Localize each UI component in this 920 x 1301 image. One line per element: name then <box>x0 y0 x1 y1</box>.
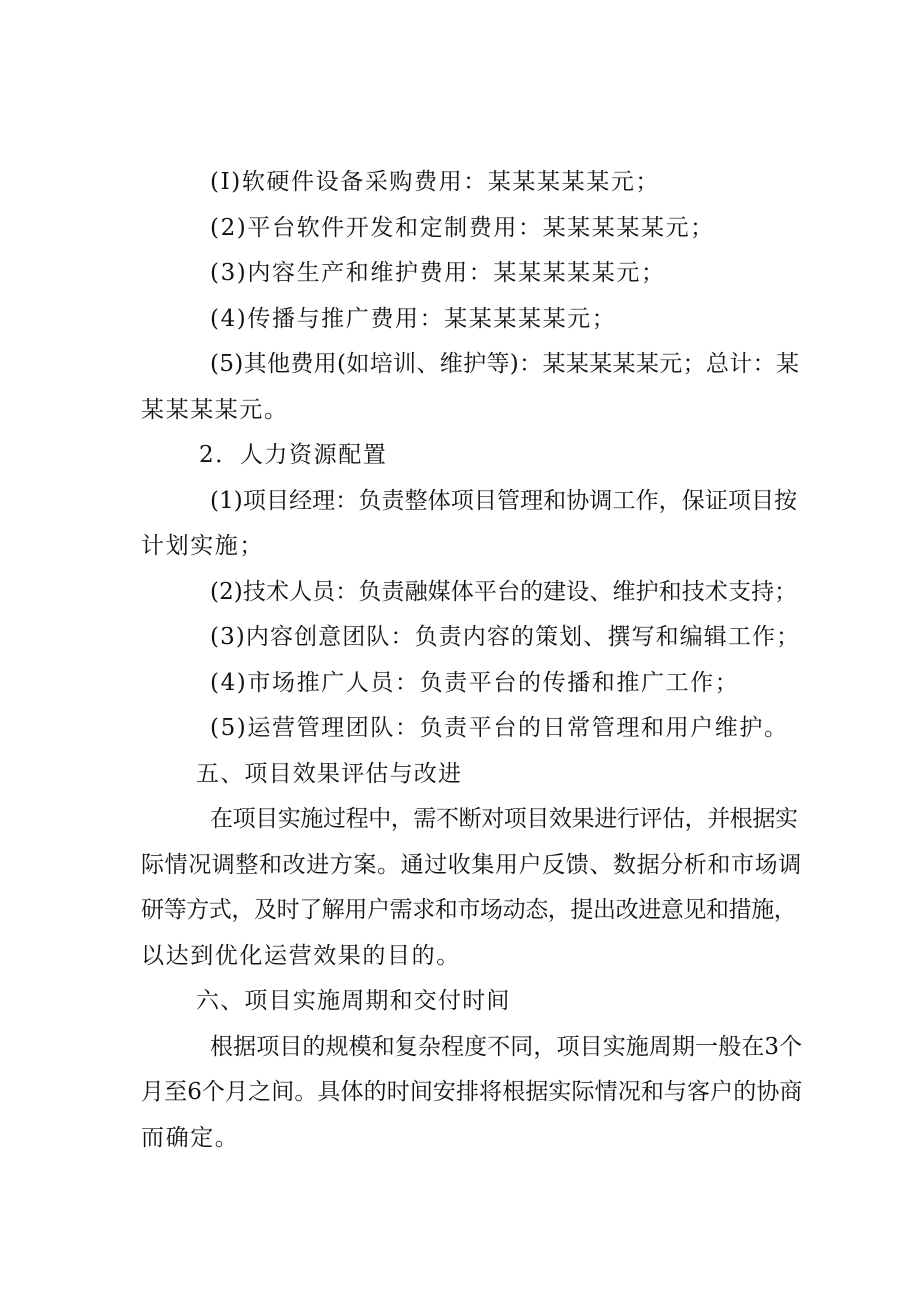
section-6-line-2: 月至6个月之间。具体的时间安排将根据实际情况和与客户的协商 <box>141 1079 803 1105</box>
hr-item-3: (3)内容创意团队：负责内容的策划、撰写和编辑工作； <box>210 624 801 650</box>
hr-item-1-line-2: 计划实施； <box>141 533 264 559</box>
budget-item-5-line-2: 某某某某元。 <box>141 396 289 423</box>
section-5-line-3: 研等方式，及时了解用户需求和市场动态，提出改进意见和措施， <box>141 897 797 923</box>
section-6-line-1: 根据项目的规模和复杂程度不同，项目实施周期一般在3个 <box>210 1033 803 1060</box>
budget-item-4: (4)传播与推广费用：某某某某某元； <box>210 305 617 332</box>
section-5-line-1: 在项目实施过程中，需不断对项目效果进行评估，并根据实 <box>210 806 798 832</box>
section-6-line-3: 而确定。 <box>141 1124 240 1151</box>
section-5-line-4: 以达到优化运营效果的目的。 <box>141 942 461 969</box>
budget-item-3: (3)内容生产和维护费用：某某某某某元； <box>210 260 666 286</box>
section-5-heading: 五、项目效果评估与改进 <box>196 760 463 787</box>
section-6-heading: 六、项目实施周期和交付时间 <box>196 988 511 1014</box>
section-5-line-2: 际情况调整和改进方案。通过收集用户反馈、数据分析和市场调 <box>141 851 802 878</box>
budget-item-1: (I)软硬件设备采购费用：某某某某某元； <box>210 169 661 195</box>
budget-item-5-line-1: (5)其他费用(如培训、维护等)：某某某某某元；总计：某 <box>210 351 800 377</box>
hr-item-2: (2)技术人员：负责融媒体平台的建设、维护和技术支持； <box>210 578 798 605</box>
document-page <box>141 160 803 1161</box>
hr-item-1-line-1: (1)项目经理：负责整体项目管理和协调工作，保证项目按 <box>210 487 798 514</box>
hr-item-5: (5)运营管理团队：负责平台的日常管理和用户维护。 <box>210 715 789 741</box>
section-2-title: 2．人力资源配置 <box>199 442 388 468</box>
hr-item-4: (4)市场推广人员：负责平台的传播和推广工作； <box>210 669 740 696</box>
budget-item-2: (2)平台软件开发和定制费用：某某某某某元； <box>210 214 715 241</box>
